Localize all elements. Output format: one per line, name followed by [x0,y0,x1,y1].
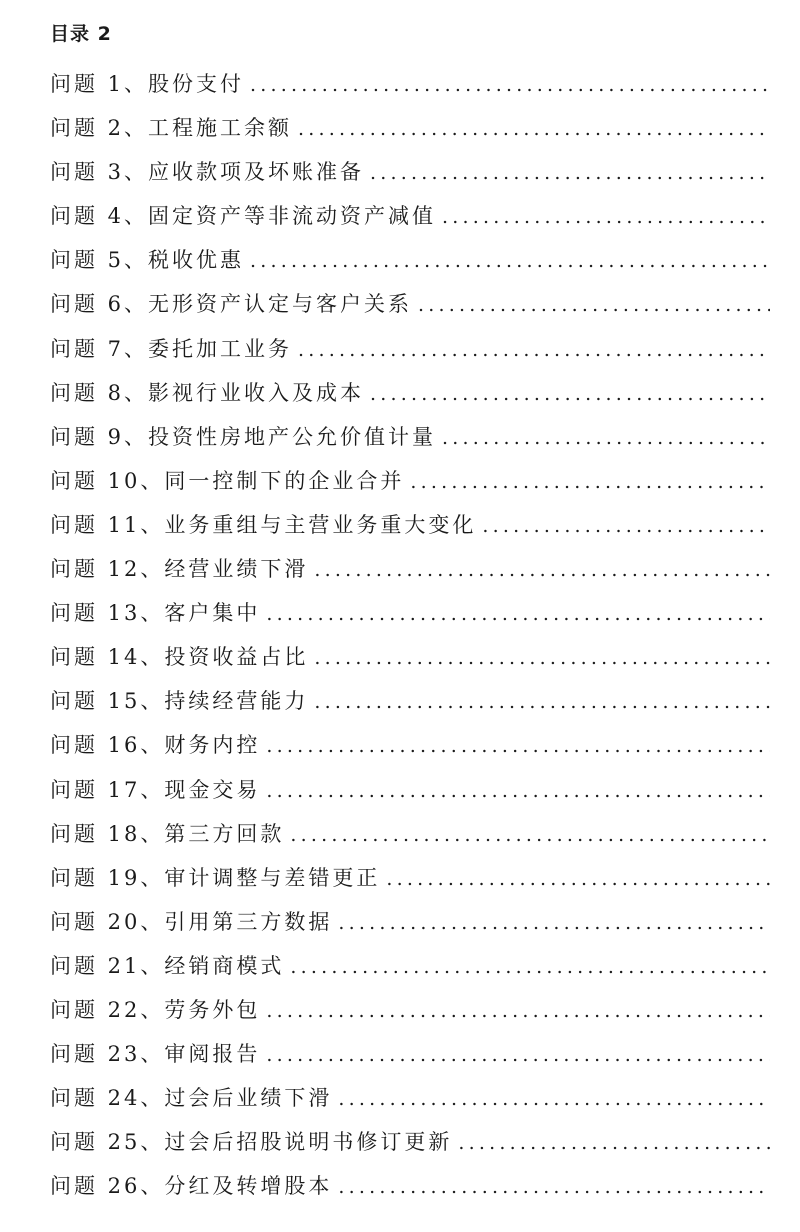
toc-leader [370,151,770,195]
toc-item-label: 问题 5、税收优惠 [50,248,245,273]
toc-leader [266,724,770,768]
toc-item-label: 问题 7、委托加工业务 [50,336,293,361]
toc-item-label: 问题 11、业务重组与主营业务重大变化 [50,512,477,537]
toc-list [50,62,770,1208]
toc-leader [250,239,770,283]
toc-item-label: 问题 22、劳务外包 [50,997,261,1022]
toc-item[interactable] [50,1076,770,1120]
toc-item-label: 问题 24、过会后业绩下滑 [50,1086,333,1111]
toc-leader [338,1077,770,1121]
toc-item-label: 问题 1、股份支付 [50,72,245,96]
toc-item[interactable] [50,194,770,238]
toc-item-label: 问题 2、工程施工余额 [50,116,293,141]
toc-item-label: 问题 8、影视行业收入及成本 [50,380,365,405]
toc-item-label: 问题 20、引用第三方数据 [50,909,333,934]
toc-item[interactable] [50,547,770,591]
toc-leader [314,680,770,724]
toc-item[interactable] [50,415,770,459]
toc-heading: 目录 2 [50,23,112,45]
toc-item-label: 问题 23、审阅报告 [50,1042,261,1067]
toc-item[interactable] [50,62,770,106]
toc-item[interactable] [50,371,770,415]
toc-leader [386,857,770,901]
toc-leader [458,1121,770,1165]
toc-leader [266,769,770,813]
toc-item[interactable] [50,1164,770,1208]
toc-item-label: 问题 26、分红及转增股本 [50,1174,333,1199]
toc-item[interactable] [50,812,770,856]
toc-item-label: 问题 4、固定资产等非流动资产减值 [50,204,437,229]
toc-item[interactable] [50,1120,770,1164]
toc-item-label: 问题 13、客户集中 [50,601,261,626]
toc-item-label: 问题 19、审计调整与差错更正 [50,865,381,890]
toc-item-label: 问题 18、第三方回款 [50,821,285,846]
toc-item[interactable] [50,679,770,723]
toc-leader [338,901,770,945]
toc-item[interactable] [50,327,770,371]
toc-leader [298,107,770,151]
toc-item-label: 问题 6、无形资产认定与客户关系 [50,292,413,317]
toc-leader [418,283,770,327]
toc-leader [482,504,770,548]
toc-leader [338,1165,770,1209]
toc-item-label: 问题 9、投资性房地产公允价值计量 [50,424,437,449]
toc-leader [410,460,770,504]
toc-item-label: 问题 12、经营业绩下滑 [50,557,309,582]
toc-leader [290,813,770,857]
toc-leader [266,1033,770,1077]
toc-item[interactable] [50,282,770,326]
toc-item-label: 问题 15、持续经营能力 [50,689,309,714]
toc-item[interactable] [50,1032,770,1076]
toc-item[interactable] [50,106,770,150]
toc-leader [266,592,770,636]
toc-item-label: 问题 25、过会后招股说明书修订更新 [50,1130,453,1155]
toc-leader [266,989,770,1033]
toc-leader [314,636,770,680]
toc-leader [290,945,770,989]
toc-item[interactable] [50,768,770,812]
toc-item[interactable] [50,459,770,503]
toc-item[interactable] [50,723,770,767]
toc-item-label: 问题 16、财务内控 [50,733,261,758]
toc-item-label: 问题 14、投资收益占比 [50,645,309,670]
toc-item[interactable] [50,591,770,635]
toc-item-label: 问题 21、经销商模式 [50,953,285,978]
toc-leader [314,548,770,592]
toc-item[interactable] [50,238,770,282]
toc-leader [298,328,770,372]
toc-leader [370,372,770,416]
toc-item-label: 问题 10、同一控制下的企业合并 [50,468,405,493]
toc-item[interactable] [50,944,770,988]
toc-item[interactable] [50,150,770,194]
toc-item[interactable] [50,503,770,547]
toc-item[interactable] [50,988,770,1032]
toc-item-label: 问题 17、现金交易 [50,777,261,802]
toc-item[interactable] [50,900,770,944]
toc-leader [442,195,770,239]
toc-leader [250,63,770,107]
toc-leader [442,416,770,460]
toc-item[interactable] [50,635,770,679]
toc-item[interactable] [50,856,770,900]
toc-item-label: 问题 3、应收款项及坏账准备 [50,160,365,185]
